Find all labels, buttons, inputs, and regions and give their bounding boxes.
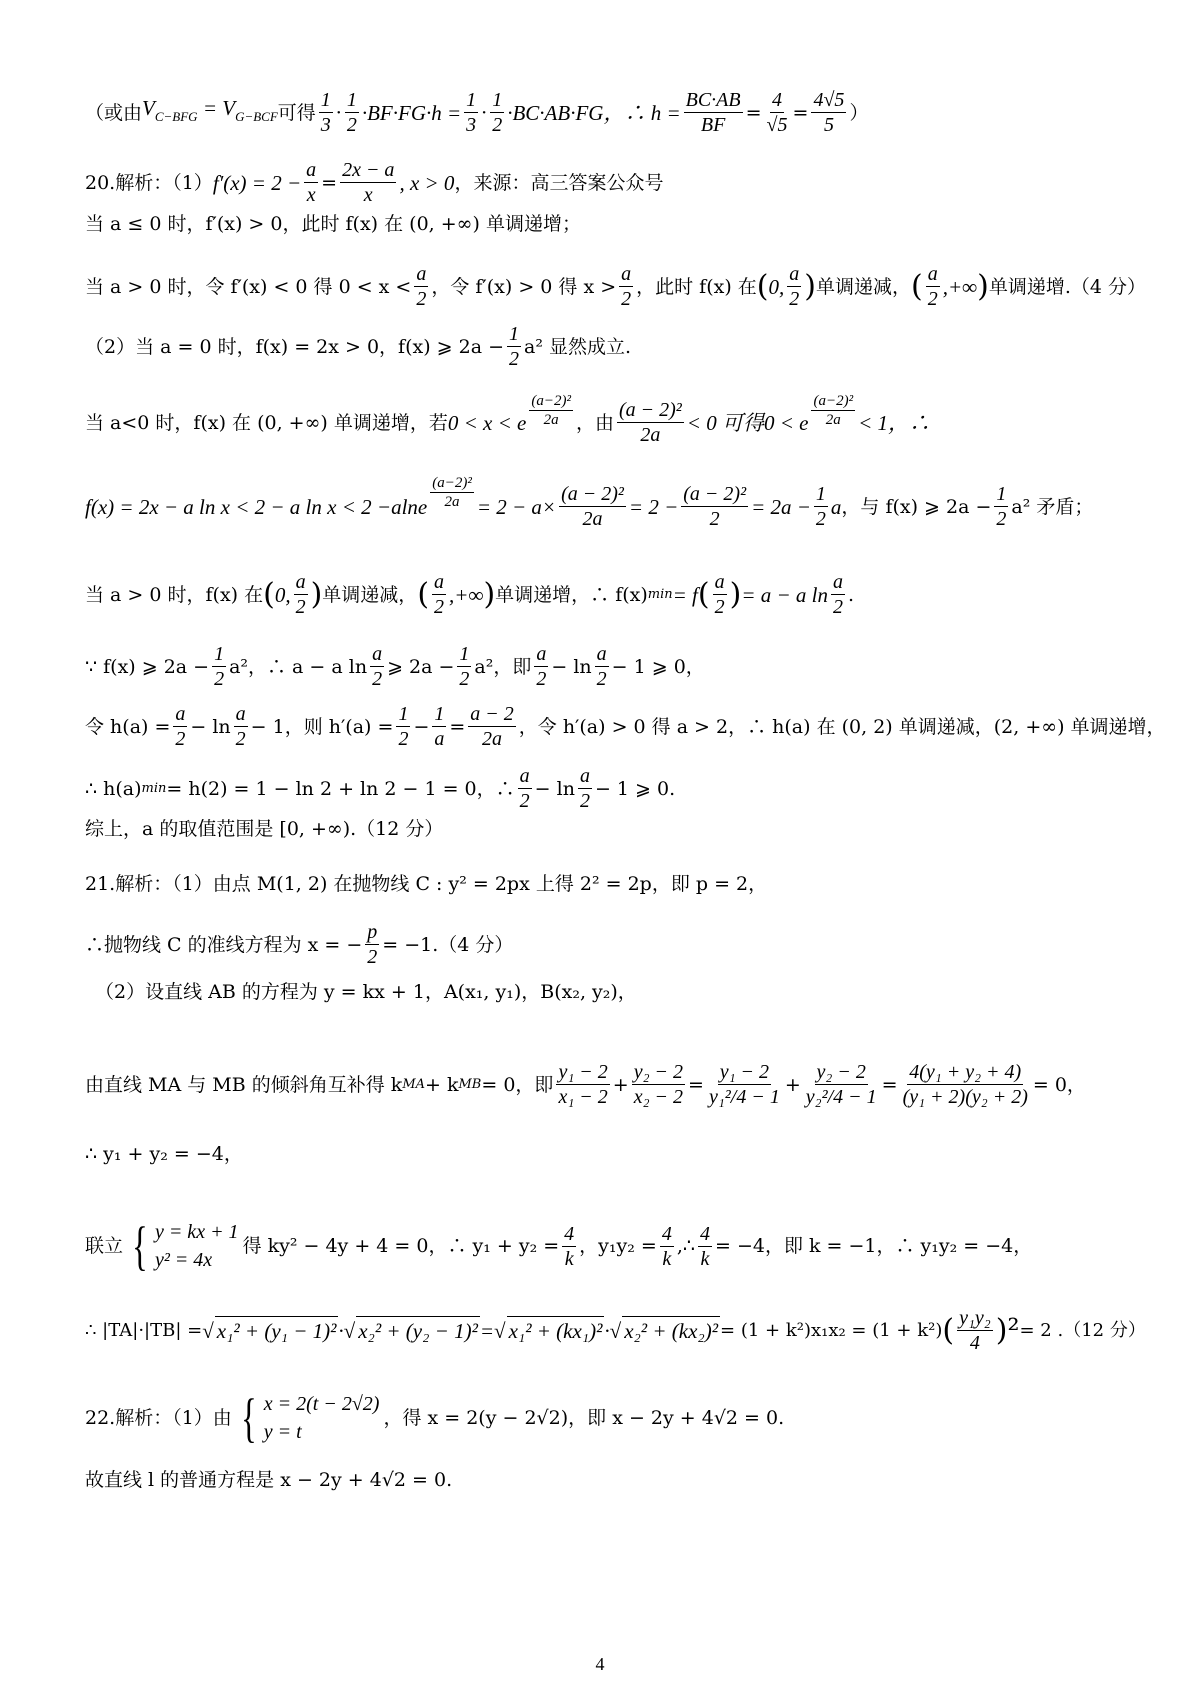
text-line-15: （2）设直线 AB 的方程为 y = kx + 1，A(x₁, y₁)，B(x₂, y₂)， [95, 981, 637, 1003]
text-line-6: 当 a<0 时，f(x) 在 (0, +∞) 单调递增，若 0 < x < e $\frac{\text{(a−2)²}}{2a}$ ，由 $\frac{\text{(a − 2)²}}{2a}$ < 0 可得 0 < e $\frac{\text{(a−2)²}}{2a}$ < 1，∴ [85, 393, 930, 446]
text-line-11: ∴ h(a) min = h(2) = 1 − ln 2 + ln 2 − 1 = 0，∴ $\frac{a}{2}$ − ln $\frac{a}{2}$ − 1 ⩾ 0. [85, 765, 676, 812]
text-line-5: （2）当 a = 0 时，f(x) = 2x > 0，f(x) ⩾ 2a − $\frac{1}{2}$ a² 显然成立. [85, 323, 632, 370]
text-segment: （或由 [85, 101, 143, 124]
text-line-4: 当 a > 0 时，令 f′(x) < 0 得 0 < x < $\frac{a}{2}$ ，令 f′(x) > 0 得 x > $\frac{a}{2}$ ，此时 f(x) 在 ( 0, $\frac{a}{2}$ ) 单调递减， ( $\frac{a}{2}$ ,+∞ ) 单调递增.（4 分） [85, 263, 1147, 310]
text-line-21: 故直线 l 的普通方程是 x − 2y + 4√2 = 0. [85, 1469, 453, 1491]
text-line-14: ∴抛物线 C 的准线方程为 x = − $\frac{p}{2}$ = −1.（4 分） [85, 921, 514, 968]
text-line-8: 当 a > 0 时，f(x) 在 ( 0, $\frac{a}{2}$ ) 单调递减， ( $\frac{a}{2}$ ,+∞ ) 单调递增，∴ f(x) min = f ( $\frac{a}{2}$ ) = a − a ln $\frac{a}{2}$ . [85, 571, 855, 618]
text-line-9: ∵ f(x) ⩾ 2a − $\frac{1}{2}$ a²，∴ a − a ln $\frac{a}{2}$ ⩾ 2a − $\frac{1}{2}$ a²，即 $\frac{a}{2}$ − ln $\frac{a}{2}$ − 1 ⩾ 0， [85, 643, 705, 690]
text-line-20: 22.解析：（1）由 { x = 2(t − 2√2) y = t ，得 x = 2(y − 2√2)，即 x − 2y + 4√2 = 0. [85, 1388, 785, 1448]
text-line-2: 20.解析：（1） f′(x) = 2 − $\frac{a}{x}$ = $\frac{2x - a}{x}$ , x > 0 ，来源：高三答案公众号 [85, 159, 664, 206]
text-line-17: ∴ y₁ + y₂ = −4， [85, 1143, 243, 1165]
text-line-1: （或由 $V_{C-BFG} = V_{G-BCF}$ 可得 $\frac{1}{3}$ · $\frac{1}{2}$ ·BF·FG·h = $\frac{1}{3}$ · $\frac{1}{2}$ ·BC·AB·FG，∴ h = $\frac{BC\cdot AB}{BF}$ = $\frac{4}{√5}$ = $\frac{4√5}{5}$ ） [85, 89, 869, 136]
text-line-12: 综上，a 的取值范围是 [0, +∞).（12 分） [85, 818, 444, 840]
equation-system: { y = kx + 1 y² = 4x [132, 1216, 239, 1276]
text-line-16: 由直线 MA 与 MB 的倾斜角互补得 k MA + k MB = 0，即 $\frac{\text{y₁ − 2}}{\text{x₁ − 2}}$ + $\frac{\text{y₂ − 2}}{\text{x₂ − 2}}$ = $\frac{\text{y₁ − 2}}{\text{y₁²/4 − 1}}$ + $\frac{\text{y₂ − 2}}{\text{y₂²/4 − 1}}$ = $\frac{\text{4(y₁ + y₂ + 4)}}{\text{(y₁ + 2)(y₂ + 2)}}$ = 0， [85, 1061, 1086, 1108]
text-line-18: 联立 { y = kx + 1 y² = 4x 得 ky² − 4y + 4 = 0，∴ y₁ + y₂ = $\frac{4}{k}$ ，y₁y₂ = $\frac{4}{k}$ ,∴ $\frac{4}{k}$ = −4，即 k = −1，∴ y₁y₂ = −4， [85, 1216, 1033, 1276]
equation-system: { x = 2(t − 2√2) y = t [240, 1388, 380, 1448]
text-line-10: 令 h(a) = $\frac{a}{2}$ − ln $\frac{a}{2}$ − 1，则 h′(a) = $\frac{1}{2}$ − $\frac{1}{a}$ = $\frac{a - 2}{2a}$ ，令 h′(a) > 0 得 a > 2，∴ h(a) 在 (0, 2) 单调递减，(2, +∞) 单调递增， [85, 703, 1166, 750]
text-line-19: ∴ |TA|·|TB| = √ x₁² + (y₁ − 1)² ·√ x₂² + (y₂ − 1)² =√ x₁² + (kx₁)² ·√ x₂² + (kx₂)² = (1 + k²)x₁x₂ = (1 + k²) ( $\frac{\text{y₁y₂}}{4}$ )² = 2 .（12 分） [85, 1307, 1146, 1354]
fraction: $\frac{1}{3}$ [320, 89, 331, 136]
page-number: 4 [595, 1654, 605, 1674]
text-line-7: f(x) = 2x − a ln x < 2 − a ln x < 2 − alne $\frac{\text{(a−2)²}}{2a}$ = 2 − a× $\frac{\text{(a − 2)²}}{2a}$ = 2 − $\frac{\text{(a − 2)²}}{2}$ = 2a − $\frac{1}{2}$ a ，与 f(x) ⩾ 2a − $\frac{1}{2}$ a² 矛盾； [85, 475, 1094, 530]
text-line-13: 21.解析：（1）由点 M(1, 2) 在抛物线 C : y² = 2px 上得 2² = 2p，即 p = 2， [85, 873, 768, 895]
text-line-3: 当 a ≤ 0 时，f′(x) > 0，此时 f(x) 在 (0, +∞) 单调递增； [85, 213, 581, 235]
